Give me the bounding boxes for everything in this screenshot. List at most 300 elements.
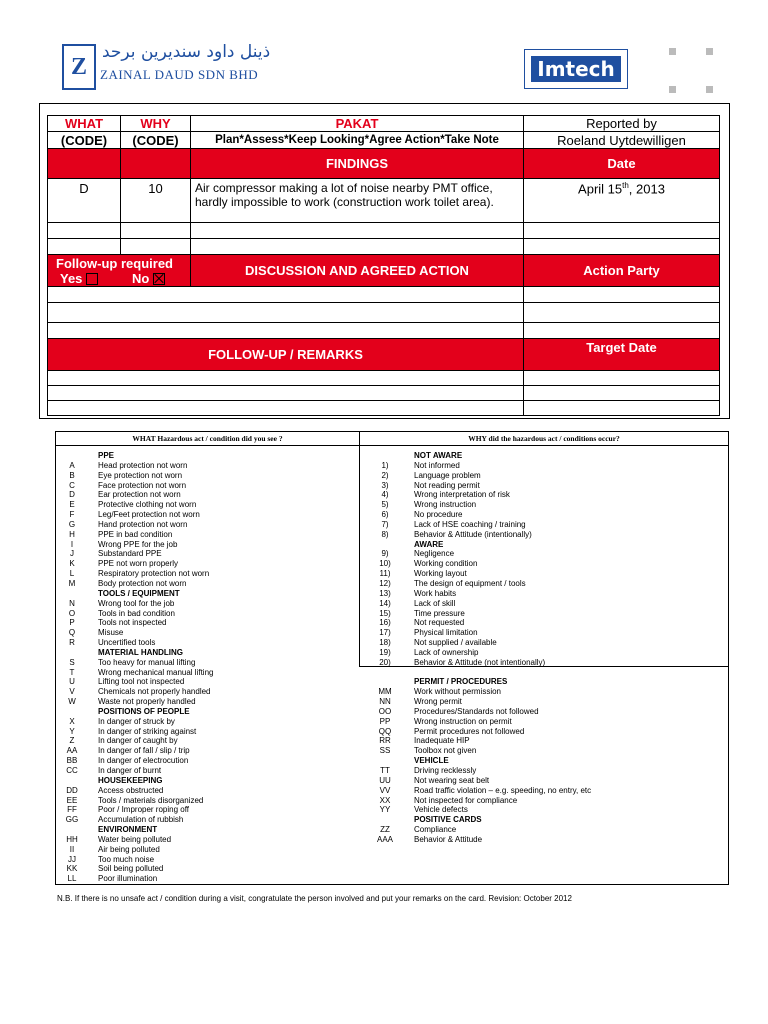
code-description: Work without permission [414,687,501,697]
observation-form [47,115,720,416]
code-row [360,549,728,559]
code-id: U [69,677,75,687]
code-row [56,658,359,668]
code-id: 9) [381,549,389,559]
code-row [56,481,359,491]
code-row [56,835,359,845]
code-id: XX [379,795,391,805]
code-description: In danger of striking against [98,726,197,736]
code-row [360,589,728,599]
code-id: C [69,480,75,490]
code-id: 7) [381,519,389,529]
code-description: Physical limitation [414,628,478,638]
code-description: In danger of caught by [98,736,178,746]
code-row [56,697,359,707]
code-row [56,648,359,658]
pakat-label: PAKAT [191,116,524,132]
code-row [56,549,359,559]
code-id: Z [69,736,75,746]
code-row [56,756,359,766]
code-id: M [68,578,76,588]
empty-cell[interactable] [48,287,524,303]
code-description: Lifting tool not inspected [98,677,185,687]
code-description: Lack of skill [414,598,456,608]
code-description: In danger of struck by [98,716,175,726]
code-description: Body protection not worn [98,578,187,588]
zainal-arabic-name: ذينل داود سنديرين برحد [102,42,271,62]
code-description: Negligence [414,549,455,559]
code-row [360,815,728,825]
reported-by-label: Reported by [524,116,720,132]
code-id: 17) [379,628,391,638]
code-row [360,677,728,687]
code-id: 14) [379,598,391,608]
code-id: R [69,638,75,648]
code-id: AAA [376,834,393,844]
code-id: ZZ [380,825,390,835]
code-row [56,471,359,481]
code-id: 12) [379,578,391,588]
code-row [56,874,359,884]
pakat-subtitle: Plan*Assess*Keep Looking*Agree Action*Take Note [191,132,524,149]
date-year: , 2013 [628,181,665,197]
code-id: L [69,569,75,579]
code-row [56,687,359,697]
code-id: NN [379,697,391,707]
followup-options [56,271,186,286]
code-id: S [69,657,75,667]
code-row [360,796,728,806]
code-row [360,599,728,609]
why-value[interactable]: 10 [121,179,191,223]
empty-cell[interactable] [121,223,191,239]
code-id: AA [66,746,78,756]
code-row [56,805,359,815]
what-code-list [56,451,359,884]
code-id: D [69,490,75,500]
decor-dot [669,48,676,55]
code-id: 20) [379,657,391,667]
empty-cell[interactable] [524,401,720,416]
followup-required [48,255,191,287]
code-row [360,618,728,628]
code-description: Head protection not worn [98,460,188,470]
empty-cell[interactable] [524,287,720,303]
code-description: Respiratory protection not worn [98,569,210,579]
code-id: F [69,510,75,520]
code-description: Working layout [414,569,467,579]
code-description: Wrong mechanical manual lifting [98,667,214,677]
category-heading: HOUSEKEEPING [98,775,163,785]
code-row [56,451,359,461]
findings-header-blank [48,149,121,179]
code-id: A [69,460,75,470]
footer-note: N.B. If there is no unsafe act / condition during a visit, congratulate the person involved and put your remarks on the card. Revision: October 2012 [57,894,572,903]
code-description: In danger of electrocution [98,756,189,766]
code-description: Too much noise [98,854,155,864]
category-heading: AWARE [414,539,444,549]
code-description: Permit procedures not followed [414,726,525,736]
date-ordinal: th [622,181,629,190]
code-description: Language problem [414,470,481,480]
code-description: Tools not inspected [98,618,167,628]
code-description: Time pressure [414,608,465,618]
code-id: 2) [381,470,389,480]
code-row [56,864,359,874]
code-id: B [69,470,75,480]
code-description: Not wearing seat belt [414,775,490,785]
code-description: Too heavy for manual lifting [98,657,196,667]
code-id: 4) [381,490,389,500]
code-row [56,618,359,628]
code-id: 11) [379,569,391,579]
code-row [360,530,728,540]
empty-cell[interactable] [48,223,121,239]
code-row [360,510,728,520]
code-description: PPE in bad condition [98,529,173,539]
code-row [56,599,359,609]
code-id: KK [66,864,78,874]
code-row [360,628,728,638]
divider [56,445,728,446]
date-day: April 15 [578,181,623,197]
code-id: GG [65,815,79,825]
code-row [360,451,728,461]
code-description: Water being polluted [98,834,172,844]
code-id: PP [379,716,391,726]
code-row [56,500,359,510]
code-description: Procedures/Standards not followed [414,706,539,716]
discussion-header: DISCUSSION AND AGREED ACTION [191,255,524,287]
empty-cell[interactable] [191,223,524,239]
findings-header: FINDINGS [191,149,524,179]
category-heading: PPE [98,451,115,460]
code-row [360,540,728,550]
code-description: Toolbox not given [414,746,477,756]
followup-remarks-header: FOLLOW-UP / REMARKS [48,339,524,371]
code-row [56,530,359,540]
code-description: Chemicals not properly handled [98,687,211,697]
empty-cell[interactable] [48,323,524,339]
empty-cell[interactable] [48,371,524,386]
code-row [360,609,728,619]
code-row [360,746,728,756]
code-row [56,815,359,825]
code-id: E [69,500,75,510]
category-heading: PERMIT / PROCEDURES [414,677,508,687]
category-heading: TOOLS / EQUIPMENT [98,588,180,598]
code-row [360,727,728,737]
code-row [56,677,359,687]
code-description: Face protection not worn [98,480,187,490]
empty-cell[interactable] [524,371,720,386]
code-description: Access obstructed [98,785,164,795]
code-id: W [68,697,76,707]
code-id: JJ [68,854,76,864]
empty-cell[interactable] [524,239,720,255]
code-description: Not reading permit [414,480,480,490]
code-row [360,786,728,796]
code-row [360,717,728,727]
code-row [56,727,359,737]
code-row [360,461,728,471]
code-row [56,540,359,550]
code-description: Eye protection not worn [98,470,183,480]
findings-header-blank [121,149,191,179]
code-id: TT [380,766,390,775]
target-date-header: Target Date [524,339,720,371]
code-description: The design of equipment / tools [414,578,526,588]
why-code-label: (CODE) [121,132,191,149]
code-row [360,658,728,668]
code-description: Driving recklessly [414,766,477,775]
code-description: Poor illumination [98,874,158,884]
code-description: PPE not worn properly [98,559,179,569]
decor-dot [706,48,713,55]
code-description: Accumulation of rubbish [98,815,184,825]
category-heading: VEHICLE [414,756,449,766]
code-description: In danger of burnt [98,766,162,775]
code-id: QQ [378,726,392,736]
code-description: Waste not properly handled [98,697,196,707]
code-id: G [68,519,76,529]
decor-dot [669,86,676,93]
code-description: Behavior & Attitude (not intentionally) [414,657,546,667]
code-row [360,471,728,481]
code-row [56,579,359,589]
code-id: Y [69,726,75,736]
code-row [360,707,728,717]
code-row [360,756,728,766]
code-id: K [69,559,75,569]
code-row [56,609,359,619]
code-row [56,520,359,530]
code-description: Hand protection not worn [98,519,188,529]
date-header: Date [524,149,720,179]
code-row [360,825,728,835]
why-hazard-header: WHY did the hazardous act / conditions occur? [468,434,620,443]
code-row [360,569,728,579]
code-row [56,717,359,727]
empty-cell[interactable] [48,303,524,323]
imtech-logo-text: Imtech [531,56,621,82]
code-row [360,776,728,786]
reference-table [55,431,729,885]
code-description: Lack of HSE coaching / training [414,519,526,529]
code-id: FF [67,805,77,815]
empty-cell[interactable] [524,323,720,339]
code-row [56,766,359,776]
code-row [56,461,359,471]
empty-cell[interactable] [121,239,191,255]
empty-cell[interactable] [48,401,524,416]
zainal-logo-icon: Z [62,44,96,90]
code-id: HH [66,834,78,844]
code-id: 16) [379,618,391,628]
code-description: Not inspected for compliance [414,795,518,805]
why-code-list [360,451,728,845]
category-heading: POSITIVE CARDS [414,815,482,825]
code-id: 19) [379,647,391,657]
finding-date[interactable] [524,179,720,223]
code-id: Q [68,628,76,638]
code-id: 13) [379,588,391,598]
yes-checkbox[interactable] [86,273,98,285]
code-description: Work habits [414,588,457,598]
code-row [360,805,728,815]
code-row [360,648,728,658]
code-id: II [69,844,75,854]
code-row [56,638,359,648]
category-heading: MATERIAL HANDLING [98,647,184,657]
code-row [360,559,728,569]
code-id: YY [379,805,391,815]
code-id: 10) [379,559,391,569]
code-description: Uncertified tools [98,638,156,648]
code-row [56,510,359,520]
empty-cell[interactable] [524,386,720,401]
code-description: Not requested [414,618,465,628]
code-row [56,589,359,599]
code-row [56,569,359,579]
code-row [360,500,728,510]
code-description: Leg/Feet protection not worn [98,510,200,520]
code-id: V [69,687,75,697]
code-id: MM [378,687,392,697]
what-code-label: (CODE) [48,132,121,149]
code-row [56,628,359,638]
code-id: H [69,529,75,539]
code-id: UU [379,775,391,785]
code-description: Wrong tool for the job [98,598,175,608]
action-party-header: Action Party [524,255,720,287]
code-description: Ear protection not worn [98,490,181,500]
code-row [56,707,359,717]
followup-required-label: Follow-up required [56,255,173,271]
category-heading: POSITIONS OF PEOPLE [98,706,190,716]
code-description: Soil being polluted [98,864,164,874]
finding-text[interactable]: Air compressor making a lot of noise nearby PMT office, hardly impossible to work (construction work toilet area). [191,179,524,223]
code-id: P [69,618,75,628]
code-row [56,668,359,678]
code-id: O [68,608,76,618]
what-label: WHAT [48,116,121,132]
code-row [56,855,359,865]
code-description: Tools / materials disorganized [98,795,204,805]
code-id: 5) [381,500,389,510]
code-row [56,825,359,835]
code-id: CC [66,766,78,775]
code-row [56,746,359,756]
code-id: RR [379,736,391,746]
code-id: 3) [381,480,389,490]
code-row [360,579,728,589]
code-id: 6) [381,510,389,520]
code-id: DD [66,785,78,795]
code-description: Behavior & Attitude (intentionally) [414,529,532,539]
code-description: In danger of fall / slip / trip [98,746,190,756]
code-row [360,835,728,845]
code-description: Not supplied / available [414,638,497,648]
empty-cell[interactable] [48,239,121,255]
empty-cell[interactable] [191,239,524,255]
code-id: 15) [379,608,391,618]
code-id: 8) [381,529,389,539]
code-description: Wrong interpretation of risk [414,490,510,500]
code-row [360,490,728,500]
empty-cell[interactable] [524,223,720,239]
no-label: No [132,270,150,286]
code-description: Compliance [414,825,457,835]
code-description: Lack of ownership [414,647,479,657]
code-row [360,668,728,678]
code-description: No procedure [414,510,463,520]
code-description: Air being polluted [98,844,160,854]
yes-label: Yes [60,270,83,286]
code-row [56,786,359,796]
code-row [360,481,728,491]
category-heading: NOT AWARE [414,451,463,460]
code-row [360,520,728,530]
code-id: I [70,539,74,549]
code-description: Protective clothing not worn [98,500,197,510]
code-row [56,736,359,746]
code-description: Substandard PPE [98,549,162,559]
code-id: N [69,598,75,608]
code-id: J [70,549,74,559]
empty-cell[interactable] [524,303,720,323]
code-description: Wrong instruction on permit [414,716,512,726]
code-id: 18) [379,638,391,648]
code-id: BB [66,756,78,766]
code-description: Working condition [414,559,478,569]
code-row [360,687,728,697]
code-row [360,697,728,707]
code-description: Road traffic violation – e.g. speeding, no entry, etc [414,785,592,795]
why-label: WHY [121,116,191,132]
code-row [56,559,359,569]
category-heading: ENVIRONMENT [98,825,158,835]
decor-dot [706,86,713,93]
reported-by-name[interactable]: Roeland Uytdewilligen [524,132,720,149]
code-description: Inadequate HIP [414,736,470,746]
code-row [360,638,728,648]
code-description: Poor / Improper roping off [98,805,190,815]
empty-cell[interactable] [48,386,524,401]
code-id: LL [67,874,77,884]
code-row [360,766,728,776]
what-hazard-header: WHAT Hazardous act / condition did you see ? [132,434,283,443]
code-id: T [69,667,75,677]
what-value[interactable]: D [48,179,121,223]
code-description: Vehicle defects [414,805,468,815]
code-id: EE [66,795,78,805]
code-row [56,796,359,806]
code-description: Not informed [414,460,460,470]
code-description: Wrong permit [414,697,462,707]
code-id: VV [379,785,391,795]
code-description: Behavior & Attitude [414,834,483,844]
code-row [56,776,359,786]
code-row [360,736,728,746]
no-checkbox[interactable] [153,273,165,285]
code-id: OO [378,706,392,716]
imtech-logo [524,49,628,89]
code-row [56,845,359,855]
code-description: Tools in bad condition [98,608,175,618]
code-id: SS [379,746,391,756]
code-id: X [69,716,75,726]
